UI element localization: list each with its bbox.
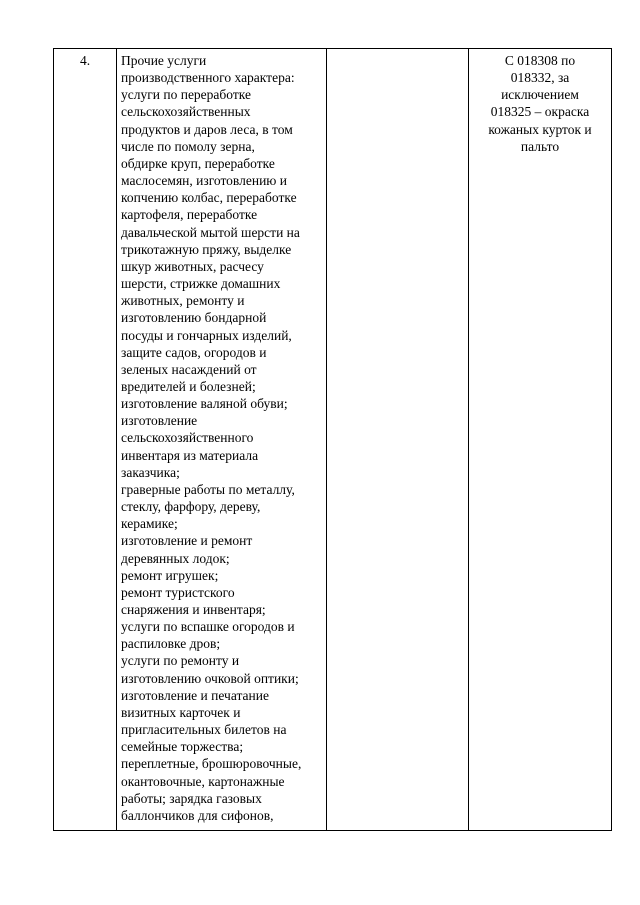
service-description-line: услуги по вспашке огородов и — [121, 619, 295, 635]
forms-range-line: С 018308 по — [504, 53, 576, 68]
service-description-line: изготовление и ремонт — [121, 533, 253, 549]
service-description-line: трикотажную пряжу, выделке — [121, 241, 292, 257]
services-table — [53, 48, 612, 831]
forms-range-line: исключением — [501, 87, 579, 103]
service-description-line: зеленых насаждений от — [121, 361, 257, 377]
service-description-line: сельскохозяйственных — [121, 104, 251, 120]
forms-range-line: кожаных курток и — [488, 121, 592, 137]
forms-range-line: 018325 – окраска — [490, 104, 590, 120]
service-description-line: шкур животных, расчесу — [121, 258, 264, 274]
service-description-line: заказчика; — [121, 464, 180, 480]
forms-range-line: пальто — [520, 138, 560, 154]
service-description-line: производственного характера: — [121, 70, 295, 86]
service-description-line: услуги по ремонту и — [121, 653, 240, 669]
service-description-line: снаряжения и инвентаря; — [121, 602, 266, 617]
service-description-line: переплетные, брошюровочные, — [121, 756, 302, 772]
service-description — [121, 52, 322, 824]
service-description-line: стеклу, фарфору, дереву, — [121, 499, 261, 515]
service-description-line: посуды и гончарных изделий, — [121, 327, 292, 343]
forms-range-line: 018332, за — [510, 70, 570, 86]
service-description-line: Прочие услуги — [121, 53, 207, 68]
table-row — [54, 49, 612, 831]
service-description-line: деревянных лодок; — [121, 550, 230, 566]
service-description-line: граверные работы по металлу, — [121, 481, 295, 497]
service-description-line: шерсти, стрижке домашних — [121, 276, 281, 292]
service-description-line: изготовление валяной обуви; — [121, 396, 288, 412]
service-description-line: сельскохозяйственного — [121, 430, 254, 446]
service-description-line: копчению колбас, переработке — [121, 190, 297, 206]
forms-range-cell — [469, 49, 612, 831]
service-description-line: визитных карточек и — [121, 704, 241, 720]
service-description-line: услуги по переработке — [121, 87, 251, 103]
empty-cell — [327, 49, 469, 831]
service-description-line: продуктов и даров леса, в том — [121, 121, 293, 137]
service-description-line: обдирке круп, переработке — [121, 155, 275, 171]
service-description-line: изготовление — [121, 413, 198, 429]
service-description-line: картофеля, переработке — [121, 207, 258, 223]
service-description-line: маслосемян, изготовлению и — [121, 173, 287, 189]
service-description-line: семейные торжества; — [121, 739, 244, 755]
service-description-line: защите садов, огородов и — [121, 344, 267, 360]
row-number: 4. — [79, 53, 91, 68]
forms-range — [473, 52, 607, 155]
service-description-line: изготовление и печатание — [121, 687, 269, 703]
service-description-line: ремонт игрушек; — [121, 567, 219, 583]
service-description-line: изготовлению очковой оптики; — [121, 670, 299, 686]
service-description-line: изготовлению бондарной — [121, 310, 267, 326]
service-description-line: ремонт туристского — [121, 584, 235, 600]
service-description-line: давальческой мытой шерсти на — [121, 224, 300, 240]
service-description-line: инвентаря из материала — [121, 447, 259, 463]
service-description-line: пригласительных билетов на — [121, 722, 287, 738]
service-description-line: баллончиков для сифонов, — [121, 807, 274, 823]
service-description-line: окантовочные, картонажные — [121, 773, 285, 789]
service-description-line: числе по помолу зерна, — [121, 138, 255, 154]
service-description-line: распиловке дров; — [121, 636, 221, 652]
service-description-line: работы; зарядка газовых — [121, 790, 262, 806]
service-description-line: животных, ремонту и — [121, 293, 245, 309]
service-description-line: керамике; — [121, 516, 178, 532]
service-description-line: вредителей и болезней; — [121, 378, 256, 394]
row-number-cell — [54, 49, 117, 831]
service-description-cell — [117, 49, 327, 831]
